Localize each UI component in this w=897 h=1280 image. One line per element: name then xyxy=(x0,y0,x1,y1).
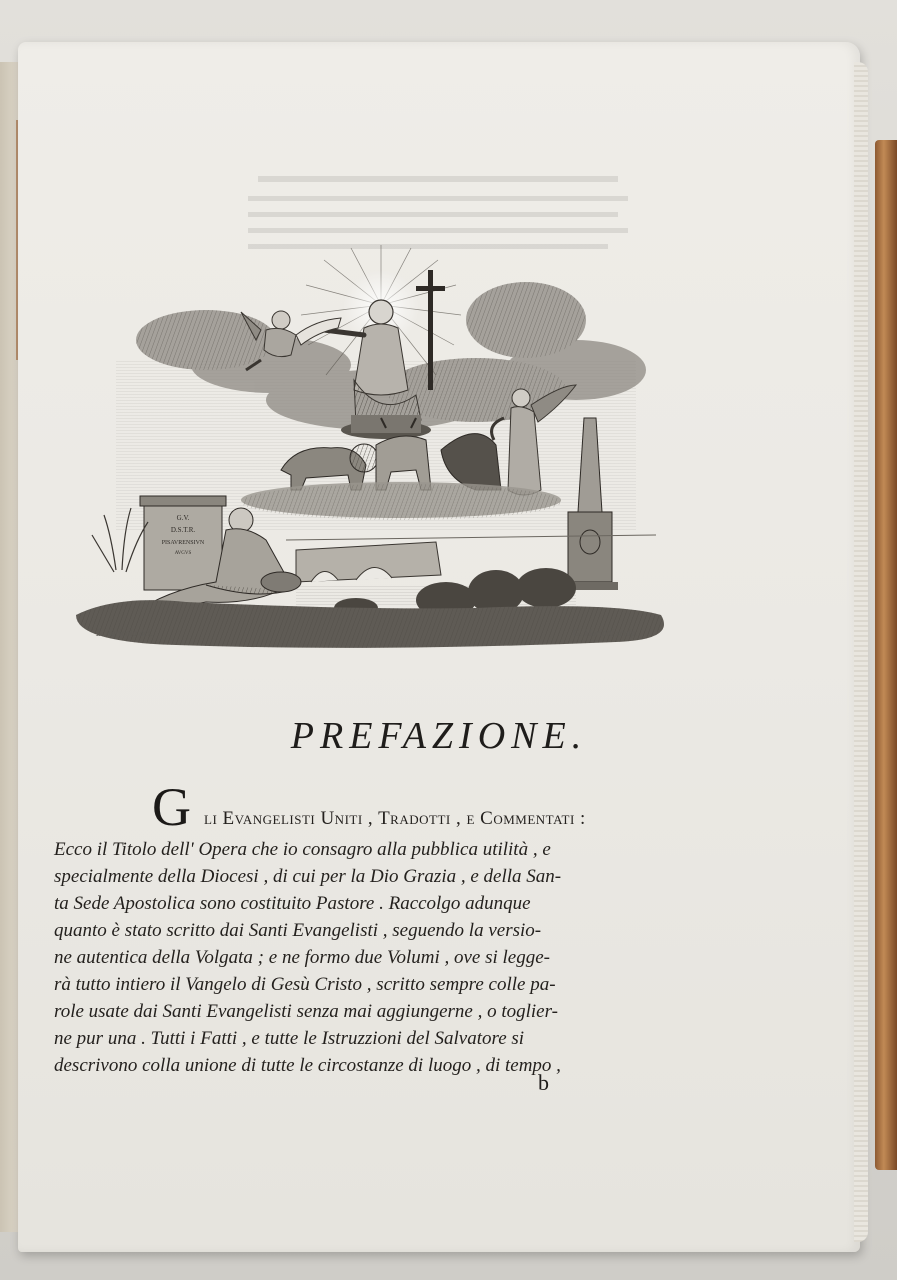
svg-text:AVGVS: AVGVS xyxy=(174,551,192,556)
svg-text:PISAVRENSIVN: PISAVRENSIVN xyxy=(161,540,205,546)
text-line: specialmente della Diocesi , di cui per la Dio Grazia , e della San- xyxy=(54,866,562,887)
text-line: quanto è stato scritto dai Santi Evangelisti , seguendo la versio- xyxy=(54,920,542,941)
drop-cap: G xyxy=(152,777,192,837)
book-page xyxy=(18,42,860,1252)
text-line: ta Sede Apostolica sono costituito Pastore . Raccolgo adunque xyxy=(54,893,531,914)
bridge xyxy=(296,542,441,582)
signature-mark: b xyxy=(538,1070,549,1095)
text-line: rà tutto intiero il Vangelo di Gesù Cristo , scritto sempre colle pa- xyxy=(54,974,556,995)
text-line: descrivono colla unione di tutte le circostanze di luogo , di tempo , xyxy=(54,1055,561,1076)
text-line: role usate dai Santi Evangelisti senza mai aggiungerne , o toglier- xyxy=(54,1001,558,1022)
engraving-credit-engraver: G. Morlotti sculp. xyxy=(573,628,638,638)
engraving-vignette xyxy=(56,190,681,655)
preface-text xyxy=(54,777,744,1079)
engraving-credit-designer: L. Agricola del. xyxy=(96,628,153,638)
first-line-text: li Evangelisti Uniti , Tradotti , e Commentati : xyxy=(204,808,586,829)
svg-text:G.V.: G.V. xyxy=(176,514,190,522)
first-line xyxy=(54,777,744,837)
text-line: ne pur una . Tutti i Fatti , e tutte le Istruzzioni del Salvatore si xyxy=(54,1028,525,1049)
text-line: Ecco il Titolo dell' Opera che io consagro alla pubblica utilità , e xyxy=(54,839,551,860)
svg-text:D.S.T.R.: D.S.T.R. xyxy=(170,526,196,534)
page-title: PREFAZIONE. xyxy=(290,715,588,757)
page-deckle-edge xyxy=(854,62,868,1242)
adjacent-book-spine xyxy=(875,140,897,1170)
inscribed-monument xyxy=(140,496,226,590)
text-line: ne autentica della Volgata ; e ne formo due Volumi , ove si legge- xyxy=(54,947,550,968)
